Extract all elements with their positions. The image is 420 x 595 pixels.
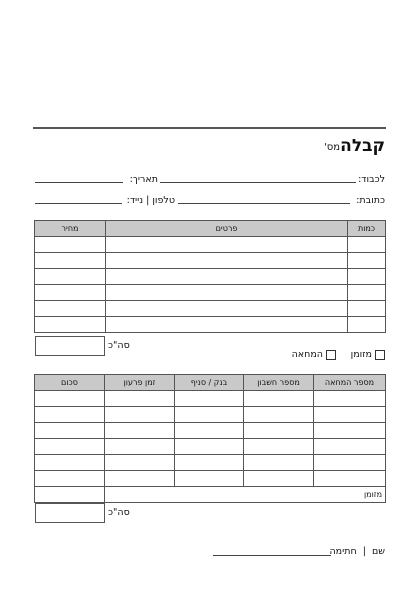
table-row [35,301,386,317]
total-box-payments[interactable] [35,503,105,523]
due-date-cell[interactable] [105,407,175,423]
cash-row-label: מזומן [105,487,386,503]
phone-field[interactable] [35,203,122,204]
details-cell[interactable] [106,301,348,317]
amount-cell[interactable] [35,407,105,423]
col-account-number-header: מספר חשבון [244,375,314,391]
due-date-cell[interactable] [105,471,175,487]
cash-label: מזומן [350,349,372,360]
amount-cell[interactable] [35,455,105,471]
total-label-items: סה"כ [108,340,130,351]
account-number-cell[interactable] [244,455,314,471]
price-cell[interactable] [35,317,106,333]
checks-table [34,374,386,503]
quantity-cell[interactable] [348,237,386,253]
page-title: קבלה [340,136,385,156]
check-checkbox[interactable] [326,350,336,360]
price-cell[interactable] [35,237,106,253]
total-box-items[interactable] [35,336,105,356]
col-quantity-header: כמות [348,221,386,237]
check-number-cell[interactable] [314,423,386,439]
check-number-cell[interactable] [314,455,386,471]
table-row [35,423,386,439]
phone-label: טלפון | נייד: [126,195,175,206]
bank-branch-cell[interactable] [175,439,244,455]
total-label-payments: סה"כ [108,507,130,518]
amount-cell[interactable] [35,391,105,407]
check-number-cell[interactable] [314,471,386,487]
account-number-cell[interactable] [244,439,314,455]
account-number-cell[interactable] [244,407,314,423]
to-field[interactable] [160,182,356,183]
bank-branch-cell[interactable] [175,455,244,471]
details-cell[interactable] [106,253,348,269]
signature-field[interactable] [213,555,331,556]
quantity-cell[interactable] [348,301,386,317]
table-row [35,285,386,301]
due-date-cell[interactable] [105,455,175,471]
table-row [35,407,386,423]
account-number-cell[interactable] [244,423,314,439]
table-row [35,471,386,487]
amount-cell[interactable] [35,423,105,439]
table-row [35,455,386,471]
price-cell[interactable] [35,301,106,317]
price-cell[interactable] [35,269,106,285]
details-cell[interactable] [106,317,348,333]
price-cell[interactable] [35,285,106,301]
items-header-row [35,221,386,237]
price-cell[interactable] [35,253,106,269]
details-cell[interactable] [106,269,348,285]
due-date-cell[interactable] [105,439,175,455]
date-label: תאריך: [129,174,158,185]
table-row [35,317,386,333]
payment-cash-option[interactable] [351,349,385,360]
cash-amount-cell[interactable] [35,487,105,503]
items-table [34,220,386,333]
cash-checkbox[interactable] [375,350,385,360]
receipt-number-label: מס' [323,142,340,153]
table-row [35,237,386,253]
col-amount-header: סכום [35,375,105,391]
amount-cell[interactable] [35,471,105,487]
bank-branch-cell[interactable] [175,407,244,423]
account-number-cell[interactable] [244,471,314,487]
quantity-cell[interactable] [348,317,386,333]
details-cell[interactable] [106,285,348,301]
check-number-cell[interactable] [314,439,386,455]
quantity-cell[interactable] [348,253,386,269]
amount-cell[interactable] [35,439,105,455]
table-row [35,439,386,455]
check-label: המחאה [291,349,323,360]
date-field[interactable] [35,182,123,183]
top-divider [33,127,386,129]
table-row [35,269,386,285]
col-check-number-header: מספר המחאה [314,375,386,391]
account-number-cell[interactable] [244,391,314,407]
quantity-cell[interactable] [348,285,386,301]
col-details-header: פרטים [106,221,348,237]
cash-row [35,487,386,503]
check-number-cell[interactable] [314,391,386,407]
col-due-date-header: זמן פרעון [105,375,175,391]
table-row [35,253,386,269]
address-field[interactable] [178,203,350,204]
checks-header-row [35,375,386,391]
payment-check-option[interactable] [292,349,336,360]
signature-label: שם | חתימה [329,546,385,557]
details-cell[interactable] [106,237,348,253]
due-date-cell[interactable] [105,423,175,439]
due-date-cell[interactable] [105,391,175,407]
bank-branch-cell[interactable] [175,391,244,407]
address-label: כתובת: [356,195,385,206]
col-bank-branch-header: בנק / סניף [175,375,244,391]
quantity-cell[interactable] [348,269,386,285]
check-number-cell[interactable] [314,407,386,423]
bank-branch-cell[interactable] [175,471,244,487]
to-label: לכבוד: [358,174,385,185]
col-price-header: מחיר [35,221,106,237]
bank-branch-cell[interactable] [175,423,244,439]
table-row [35,391,386,407]
